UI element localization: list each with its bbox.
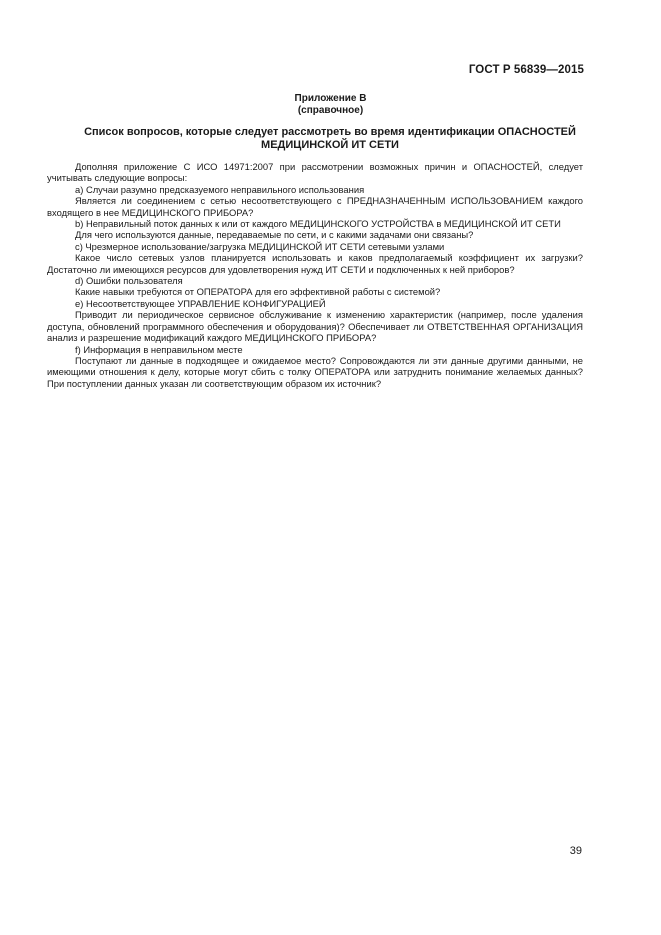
annex-heading [0, 93, 661, 117]
item-f-heading: f) Информация в неправильном месте [75, 343, 243, 355]
intro-paragraph: Дополняя приложение С ИСО 14971:2007 при рассмотрении возможных причин и ОПАСНОСТЕЙ, следует учитывать следующие вопросы: [47, 161, 583, 184]
item-c-heading: с) Чрезмерное использование/загрузка МЕДИЦИНСКОЙ ИТ СЕТИ сетевыми узлами [75, 240, 445, 252]
item-b-question: Для чего используются данные, передаваемые по сети, и с какими задачами они связаны? [75, 229, 474, 241]
item-d-heading: d) Ошибки пользователя [75, 275, 183, 287]
standard-code: ГОСТ Р 56839—2015 [468, 64, 584, 76]
document-title-line-1: Список вопросов, которые следует рассмотреть во время идентификации ОПАСНОСТЕЙ [84, 126, 576, 138]
item-a-heading: а) Случаи разумно предсказуемого неправильного использования [75, 183, 365, 195]
annex-title: Приложение В [294, 93, 367, 104]
item-c-question: Какое число сетевых узлов планируется использовать и каков предполагаемый коэффициент их загрузки? Достаточно ли имеющихся ресурсов для удовлетворения нужд ИТ СЕТИ и подключенных к ней приборов? [47, 252, 583, 275]
annex-status: (справочное) [297, 105, 364, 116]
document-title [60, 126, 600, 152]
document-title-line-2: МЕДИЦИНСКОЙ ИТ СЕТИ [261, 139, 399, 151]
item-d-question: Какие навыки требуются от ОПЕРАТОРА для его эффективной работы с системой? [75, 286, 441, 298]
item-a-question: Является ли соединением с сетью несоответствующего с ПРЕДНАЗНАЧЕННЫМ ИСПОЛЬЗОВАНИЕМ каждого входящего в нее МЕДИЦИНСКОГО ПРИБОРА? [47, 195, 583, 218]
item-e-heading: е) Несоответствующее УПРАВЛЕНИЕ КОНФИГУРАЦИЕЙ [75, 297, 326, 309]
item-b-heading: b) Неправильный поток данных к или от каждого МЕДИЦИНСКОГО УСТРОЙСТВА в МЕДИЦИНСКОЙ ИТ СЕТИ [75, 218, 561, 230]
item-f-question: Поступают ли данные в подходящее и ожидаемое место? Сопровождаются ли эти данные другими данными, не имеющими отношения к делу, которые могут сбить с толку ОПЕРАТОРА или затруднить понимание желаемых данных? При поступлении данных указан ли соответствующим образом их источник? [47, 354, 583, 389]
item-e-question: Приводит ли периодическое сервисное обслуживание к изменению характеристик (например, после удаления доступа, обновлений программного обеспечения и оборудования)? Обеспечивает ли ОТВЕТСТВЕННАЯ ОРГАНИЗАЦИЯ анализ и разрешение модификаций каждого МЕДИЦИНСКОГО ПРИБОРА? [47, 309, 583, 344]
page-number: 39 [569, 845, 582, 857]
body-text [47, 161, 583, 389]
